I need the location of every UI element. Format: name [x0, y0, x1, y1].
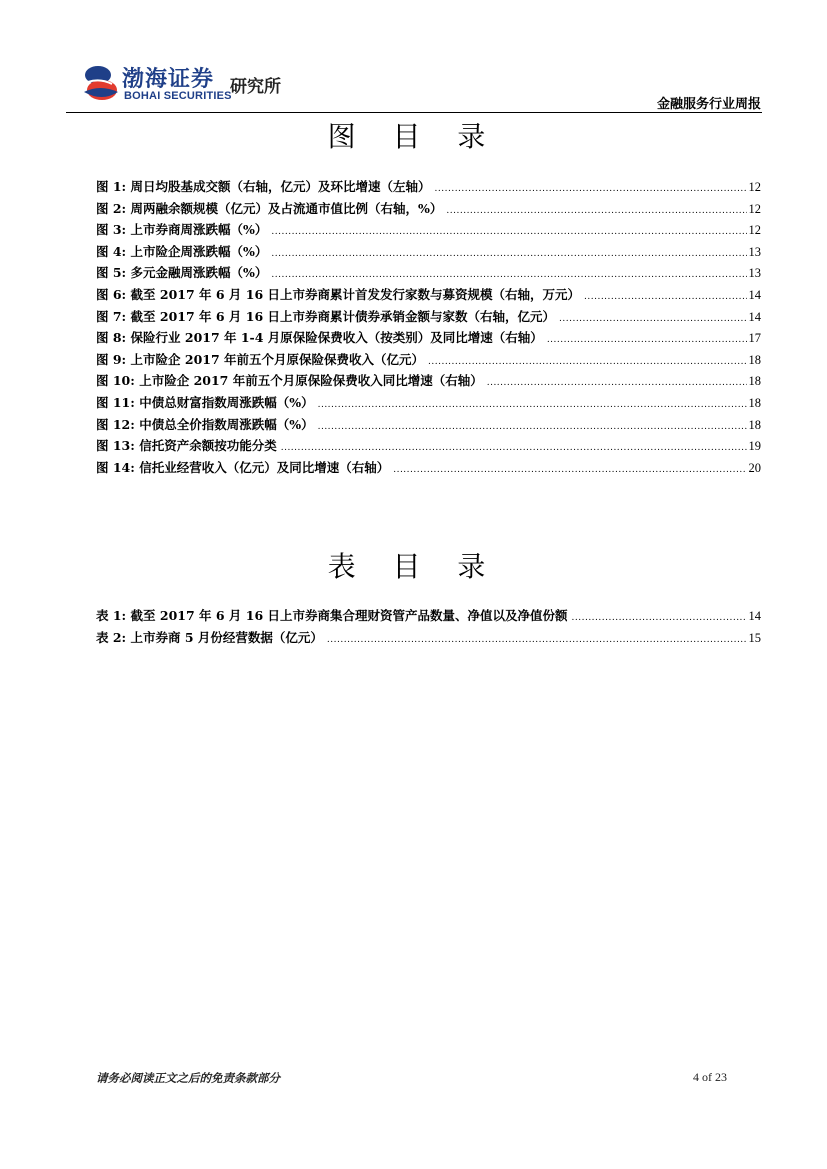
toc-entry[interactable]	[96, 349, 761, 371]
toc-entry-page: 18	[748, 417, 761, 432]
toc-entry-label: 图 13: 信托资产余额按功能分类	[96, 438, 277, 454]
figures-toc-title: 图 目 录	[327, 120, 500, 153]
toc-entry-page: 18	[748, 352, 761, 367]
toc-entry[interactable]	[96, 414, 761, 436]
toc-entry[interactable]	[96, 176, 761, 198]
toc-entry-page: 17	[748, 331, 761, 346]
toc-entry-page: 18	[748, 395, 761, 410]
toc-entry[interactable]	[96, 284, 761, 306]
toc-entry-page: 12	[748, 180, 761, 194]
footer-page-number: 4 of 23	[693, 1070, 727, 1084]
toc-entry-label: 图 10: 上市险企 2017 年前五个月原保险保费收入同比增速（右轴）	[96, 373, 483, 389]
company-logo	[78, 60, 298, 110]
toc-entry[interactable]	[96, 627, 761, 649]
figures-toc-list	[96, 176, 761, 478]
page-header	[0, 0, 827, 120]
toc-entry-label: 表 2: 上市券商 5 月份经营数据（亿元）	[96, 629, 323, 645]
toc-entry[interactable]	[96, 262, 761, 284]
toc-entry-label: 图 12: 中债总全价指数周涨跌幅（%）	[96, 416, 314, 432]
toc-entry-page: 14	[748, 309, 761, 324]
toc-entry-label: 图 7: 截至 2017 年 6 月 16 日上市券商累计债券承销金额与家数（右轴，亿元）	[96, 308, 556, 324]
toc-entry-label: 图 2: 周两融余额规模（亿元）及占流通市值比例（右轴，%）	[96, 200, 443, 216]
toc-entry-label: 图 9: 上市险企 2017 年前五个月原保险保费收入（亿元）	[96, 351, 425, 367]
toc-entry[interactable]	[96, 198, 761, 220]
toc-entry-label: 图 1: 周日均股基成交额（右轴，亿元）及环比增速（左轴）	[96, 179, 431, 194]
toc-entry-label: 图 14: 信托业经营收入（亿元）及同比增速（右轴）	[96, 459, 390, 475]
toc-entry-label: 图 3: 上市券商周涨跌幅（%）	[96, 222, 268, 238]
toc-entry-page: 20	[748, 460, 761, 475]
bohai-logo-icon	[78, 62, 122, 106]
logo-department: 研究所	[230, 77, 281, 97]
toc-entry-page: 13	[748, 266, 761, 281]
toc-entry[interactable]	[96, 241, 761, 263]
toc-entry-page: 14	[748, 609, 761, 623]
toc-entry[interactable]	[96, 457, 761, 479]
tables-toc-list	[96, 605, 761, 648]
toc-entry[interactable]	[96, 605, 761, 627]
toc-entry-label: 图 5: 多元金融周涨跌幅（%）	[96, 265, 268, 281]
toc-entry[interactable]	[96, 327, 761, 349]
toc-entry-label: 表 1: 截至 2017 年 6 月 16 日上市券商集合理财资管产品数量、净值以及净值份额	[96, 608, 568, 623]
toc-entry[interactable]	[96, 435, 761, 457]
toc-entry-label: 图 6: 截至 2017 年 6 月 16 日上市券商累计首发发行家数与募资规模（右轴，万元）	[96, 286, 581, 302]
toc-entry-page: 12	[748, 201, 761, 216]
toc-entry[interactable]	[96, 219, 761, 241]
toc-entry-page: 19	[748, 439, 761, 454]
toc-entry[interactable]	[96, 392, 761, 414]
toc-entry[interactable]	[96, 370, 761, 392]
logo-chinese-name: 渤海证券	[122, 67, 215, 92]
toc-entry-page: 12	[748, 223, 761, 238]
toc-entry-label: 图 8: 保险行业 2017 年 1-4 月原保险保费收入（按类别）及同比增速（右轴）	[96, 330, 543, 346]
toc-entry[interactable]	[96, 306, 761, 328]
toc-entry-page: 18	[748, 374, 761, 389]
report-type: 金融服务行业周报	[656, 97, 761, 112]
toc-entry-page: 13	[748, 244, 761, 259]
toc-entry-label: 图 4: 上市险企周涨跌幅（%）	[96, 243, 268, 259]
toc-entry-label: 图 11: 中债总财富指数周涨跌幅（%）	[96, 394, 314, 410]
toc-entry-page: 15	[748, 630, 761, 645]
header-divider	[66, 112, 762, 113]
logo-english-name: BOHAI SECURITIES	[124, 90, 232, 102]
toc-entry-page: 14	[748, 287, 761, 302]
tables-toc-title: 表 目 录	[327, 550, 500, 583]
footer-disclaimer: 请务必阅读正文之后的免责条款部分	[96, 1071, 280, 1085]
